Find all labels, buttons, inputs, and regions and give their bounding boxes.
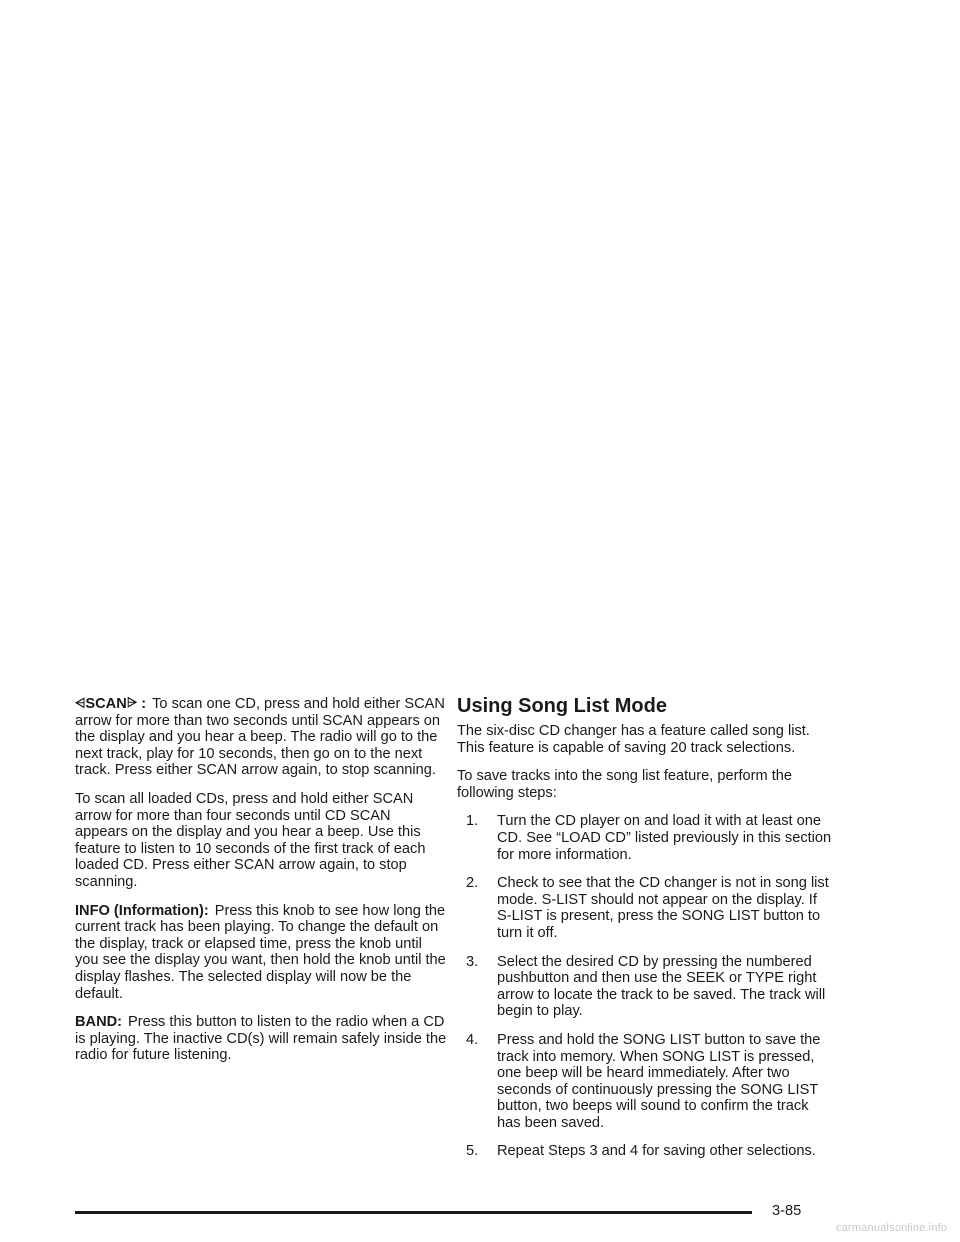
scan-all-paragraph: To scan all loaded CDs, press and hold either SCAN arrow for more than four seconds until CD SCAN appears on the display and you hear a beep. Use this feature to listen to 10 seconds of the first track of each loaded CD. Press either SCAN arrow again, to stop scanning. (75, 790, 426, 890)
right-column (457, 695, 832, 1172)
step-text: Select the desired CD by pressing the numbered pushbutton and then use the SEEK or TYPE right arrow to locate the track to be saved. The track will begin to play. (497, 953, 826, 1020)
info-label: INFO (Information): (75, 902, 209, 919)
step-text: Press and hold the SONG LIST button to save the track into memory. When SONG LIST is pressed, one beep will be heard immediately. After two seconds of continuously pressing the SONG LIST button, two beeps will sound to confirm the track has been saved. (497, 1031, 821, 1131)
scan-text: To scan one CD, press and hold either SCAN arrow for more than two seconds until SCAN appears on the display and you hear a beep. The radio will go to the next track, play for 10 seconds, then go on to the next track. Press either SCAN arrow again, to stop scanning. (75, 696, 445, 779)
info-text: Press this knob to see how long the current track has been playing. To change the default on the display, track or elapsed time, press the knob until you see the display you want, then hold the knob until the display flashes. The selected display will now be the default. (75, 902, 446, 1002)
step-number: 5. (466, 1143, 479, 1160)
band-paragraph (75, 1014, 447, 1064)
step-number: 1. (466, 813, 479, 830)
list-item (466, 954, 832, 1020)
scan-forward-arrow-icon: ⩥ (126, 695, 138, 710)
list-item (466, 1032, 832, 1132)
step-text: Repeat Steps 3 and 4 for saving other selections. (497, 1143, 816, 1160)
scan-label (75, 696, 146, 712)
band-text: Press this button to listen to the radio when a CD is playing. The inactive CD(s) will remain safely inside the radio for future listening. (75, 1014, 447, 1064)
list-item (466, 813, 832, 863)
scan-label-text: SCAN (85, 696, 127, 712)
step-text: Check to see that the CD changer is not in song list mode. S-LIST should not appear on the display. If S-LIST is present, press the SONG LIST button to turn it off. (497, 875, 829, 941)
section-heading: Using Song List Mode (457, 695, 667, 717)
scan-paragraph (75, 695, 447, 779)
steps-intro: To save tracks into the song list feature, perform the following steps: (457, 768, 793, 801)
scan-label-colon: : (141, 696, 147, 712)
step-text: Turn the CD player on and load it with at least one CD. See “LOAD CD” listed previously in this section for more information. (497, 813, 832, 863)
band-label: BAND: (75, 1014, 123, 1031)
info-paragraph (75, 903, 447, 1003)
page-number: 3-85 (772, 1203, 802, 1219)
steps-list (457, 813, 832, 1160)
step-number: 4. (466, 1031, 479, 1048)
scan-back-arrow-icon: ⩤ (75, 695, 86, 710)
step-number: 2. (466, 875, 479, 892)
step-number: 3. (466, 953, 479, 970)
left-column (75, 695, 447, 1076)
list-item (466, 875, 832, 941)
list-item (466, 1143, 832, 1160)
song-list-intro: The six-disc CD changer has a feature called song list. This feature is capable of saving 20 track selections. (457, 723, 810, 756)
footer-rule (75, 1211, 752, 1214)
watermark: carmanualsonline.info (836, 1222, 948, 1234)
